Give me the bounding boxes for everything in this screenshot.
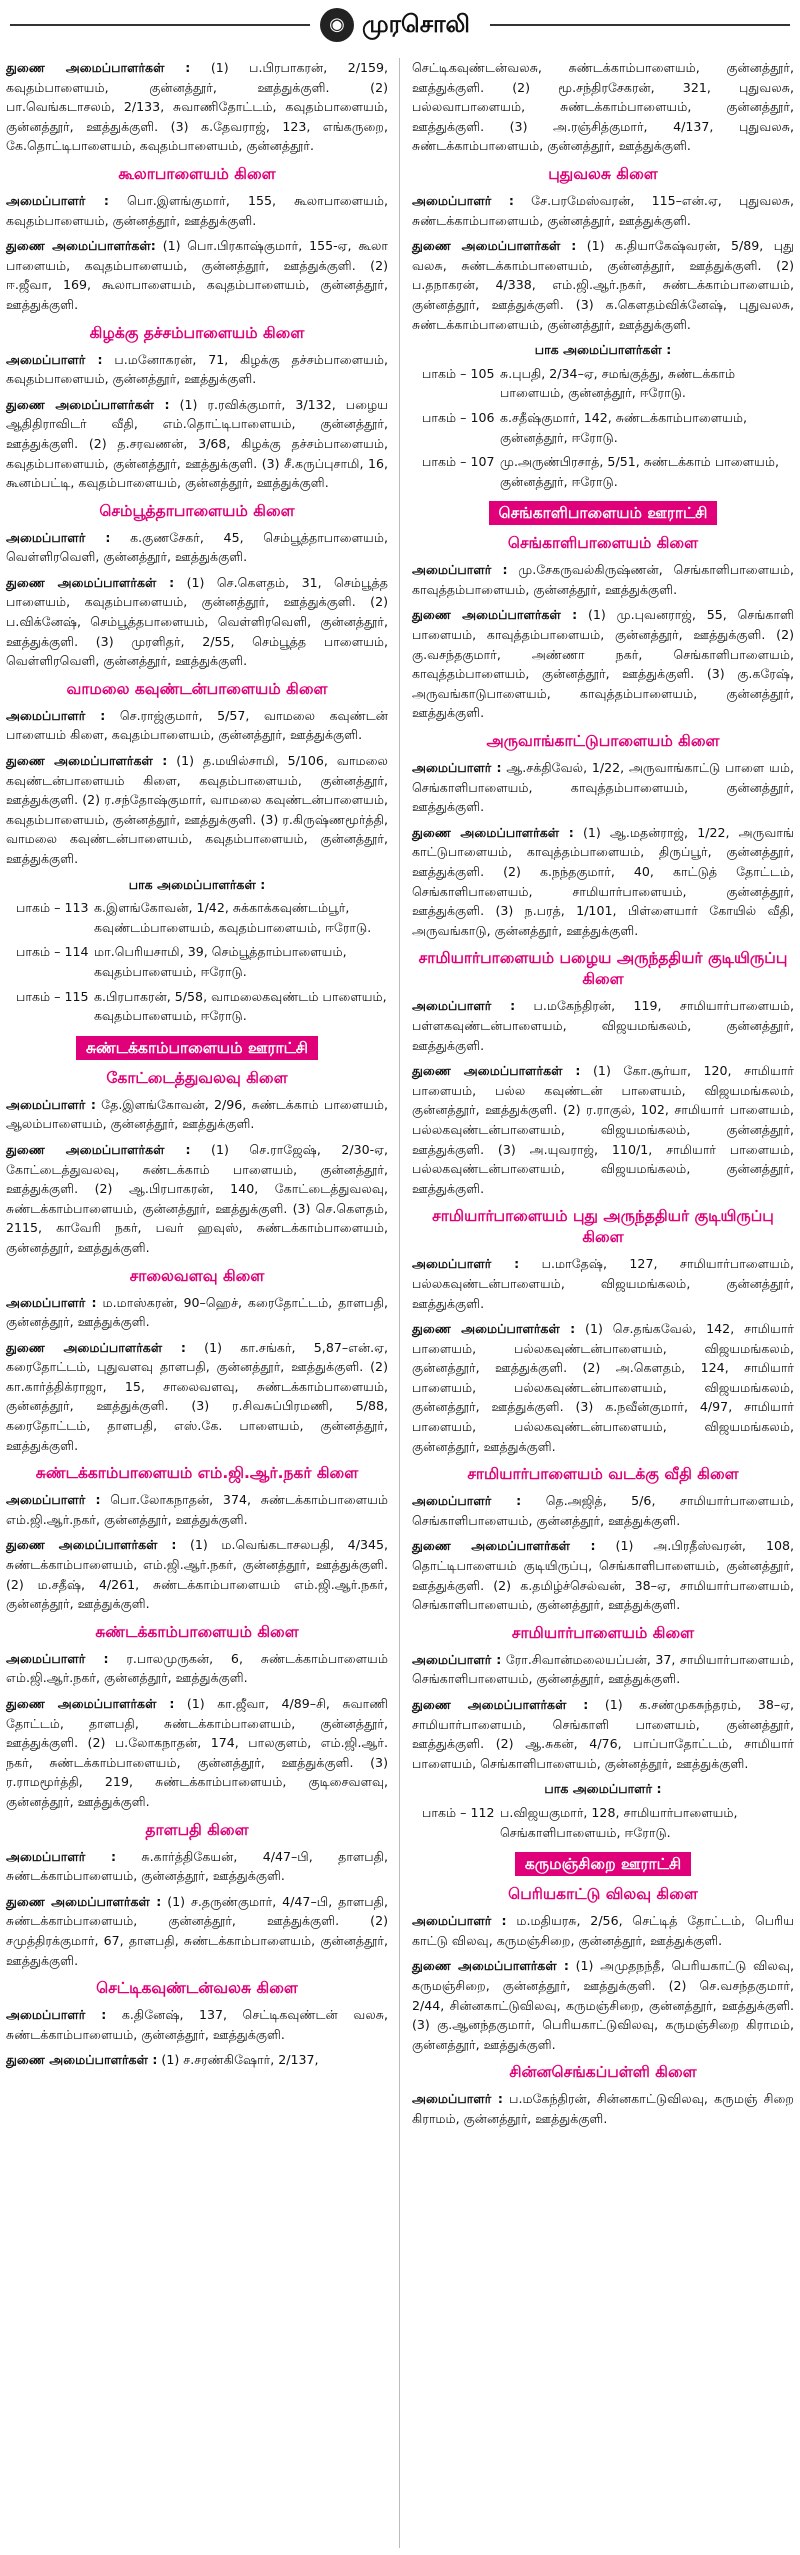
booth-number: பாகம் – 105 [422,365,495,381]
officer-entry [412,1536,794,1614]
officer-details: சு.கார்த்திகேயன், 4/47–பி, தாளபதி, சுண்டக்காம்பாளையம், குன்னத்தூர், ஊத்துக்குளி. [6,1848,388,1884]
branch-heading: சாலைவளவு கிளை [129,1266,265,1285]
officer-details: (1) பொ.பிரகாஷ்குமார், 155-ஏ, கூலா பாளையம், கவுதம்பாளையம், குன்னத்தூர், ஊத்துக்குளி. (2) ஈ.ஜீவா, 169, கூலாபாளையம், கவுதம்பாளையம், குன்னத்தூர், ஊத்துக்குளி. [6,238,388,312]
panchayat-title: கருமஞ்சிறை ஊராட்சி [515,1852,691,1876]
booth-officer: க.இளங்கோவன், 1/42, சுக்காக்கவுண்டம்பூர், கவுண்டம்பாளையம், கவுதம்பாளையம், ஈரோடு. [94,900,372,935]
branch-heading: செங்காளிபாளையம் கிளை [507,534,699,553]
officer-details: (1) ம.வெங்கடாசலபதி, 4/345, சுண்டக்காம்பாளையம், எம்.ஜி.ஆர்.நகர், குன்னத்தூர், ஊத்துக்குளி. (2) ம.சதீஷ், 4/261, சுண்டக்காம்பாளையம் எம்.ஜி.ஆர்.நகர், குன்னத்தூர், ஊத்துக்குளி. [6,1537,388,1612]
column-divider [399,58,400,2548]
role-label: துணை அமைப்பாளர்கள் : [412,238,577,254]
officer-details: பொ.இளங்குமார், 155, கூலாபாளையம், கவுதம்பாளையம், குன்னத்தூர், ஊத்துக்குளி. [6,192,388,228]
officer-entry [412,1319,794,1456]
role-label: அமைப்பாளர் : [412,1651,502,1667]
branch-heading: சுண்டக்காம்பாளையம் கிளை [95,1622,299,1641]
role-label: அமைப்பாளர் : [6,1096,96,1112]
officer-details: க.குணசேகர், 45, செம்பூத்தாபாளையம், வெள்ளிரவெளி, குன்னத்தூர், ஊத்துக்குளி. [6,529,388,565]
officer-details: (1) ஆ.மதன்ராஜ், 1/22, அருவாங் காட்டுபாளையம், காவுத்தம்பாளையம், திருப்பூர், குன்னத்தூர், ஊத்துக்குளி. (2) க.நந்தகுமார், 40, காட்டுத் தோட்டம், செங்காளிபாளையம், சாமியார்பாளையம், குன்னத்தூர், ஊத்துக்குளி. (3) ந.பரத், 1/101, பிள்ளையார் கோயில் வீதி, அருவங்காடு, குன்னத்தூர், ஊத்துக்குளி. [412,824,794,938]
role-label: அமைப்பாளர் : [6,1492,101,1508]
role-label: துணை அமைப்பாளர்கள் : [6,1696,175,1711]
booth-number: பாகம் – 107 [422,454,495,470]
masthead [0,0,800,50]
role-label: அமைப்பாளர் : [6,351,103,367]
officer-entry [6,1338,388,1456]
role-label: துணை அமைப்பாளர்கள் : [412,824,574,840]
booth-number: பாகம் – 113 [16,900,89,916]
role-label: துணை அமைப்பாளர்கள்: [6,238,156,254]
officer-details: ஆ.சக்திவேல், 1/22, அருவாங்காட்டு பாளை யம், செங்காளிபாளையம், காவுத்தம்பாளையம், குன்னத்தூர், ஊத்துக்குளி. [412,760,794,815]
branch-heading: செட்டிகவுண்டன்வலசு கிளை [96,1979,298,1998]
masthead-title: முரசொலி [362,10,470,38]
booth-row [412,452,794,491]
role-label: துணை அமைப்பாளர்கள் : [6,60,191,75]
role-label: துணை அமைப்பாளர்கள் : [6,574,175,590]
officer-details: (1) செ.கௌதம், 31, செம்பூத்த பாளையம், கவுதம்பாளையம், குன்னத்தூர், ஊத்துக்குளி. (2) ப.விக்னேஷ், செம்பூத்தபாளையம், வெள்ளிரவெளி, குன்னத்தூர், ஊத்துக்குளி. (3) முரளிதர், 2/55, செம்பூத்த பாளையம், வெள்ளிரவெளி, குன்னத்தூர், ஊத்துக்குளி. [6,574,388,669]
officer-details: (1) ப.பிரபாகரன், 2/159, கவுதம்பாளையம், குன்னத்தூர், ஊத்துக்குளி. (2) பா.வெங்கடாசலம், 2/133, சுவாணிதோட்டம், கவுதம்பாளையம், குன்னத்தூர், ஊத்துக்குளி. (3) க.தேவராஜ், 123, எங்கருறை, கே.தொட்டிபாளையம், கவுதம்பாளையம், குன்னத்தூர். [6,60,388,154]
officer-details: சே.பரமேஸ்வரன், 115–என்.ஏ, புதுவலசு, சுண்டக்காம்பாளையம், குன்னத்தூர், ஊத்துக்குளி. [412,192,794,228]
officer-entry [412,1695,794,1773]
officer-entry [6,1649,388,1688]
officer-entry [412,823,794,941]
officer-details: தெ.அஜித், 5/6, சாமியார்பாளையம், செங்காளிபாளையம், குன்னத்தூர், ஊத்துக்குளி. [412,1493,794,1528]
officer-details: ர.பாலமுருகன், 6, சுண்டக்காம்பாளையம் எம்.ஜி.ஆர்.நகர், குன்னத்தூர், ஊத்துக்குளி. [6,1650,388,1686]
role-label: அமைப்பாளர் : [6,707,106,723]
officer-entry [6,751,388,869]
officer-entry [412,758,794,817]
booth-number: பாகம் – 114 [16,944,89,960]
officer-entry [6,236,388,314]
officer-entry [412,996,794,1055]
branch-heading: சாமியார்பாளையம் வடக்கு வீதி கிளை [467,1465,739,1484]
booth-officer: சு.புபதி, 2/34–ஏ, சமங்குத்து, சுண்டக்காம் பாளையம், குன்னத்தூர், ஈரோடு. [500,365,736,401]
officer-entry [6,528,388,567]
officer-details: பொ.லோகநாதன், 374, சுண்டக்காம்பாளையம் எம்.ஜி.ஆர்.நகர், குன்னத்தூர், ஊத்துக்குளி. [6,1492,389,1527]
officer-details: (1) க.தியாகேஷ்வரன், 5/89, புது வலசு, சுண்டக்காம்பாளையம், குன்னத்தூர், ஊத்துக்குளி. (2) ப.தநாகரன், 4/338, எம்.ஜி.ஆர்.நகர், சுண்டக்காம்பாளையம், குன்னத்தூர், ஊத்துக்குளி. (3) க.கௌதம்விக்னேஷ், புதுவலசு, சுண்டக்காம்பாளையம், குன்னத்தூர், ஊத்துக்குளி. [412,238,794,332]
officer-entry [412,2089,794,2128]
booth-section-heading: பாக அமைப்பாளர்கள் : [534,342,672,358]
officer-entry [412,1956,794,2054]
booth-officer: மா.பெரியசாமி, 39, செம்பூத்தாம்பாளையம், கவுதம்பாளையம், ஈரோடு. [94,944,347,979]
branch-heading: சாமியார்பாளையம் பழைய அருந்ததியர் குடியிருப்பு கிளை [418,949,788,989]
officer-entry [412,58,794,156]
role-label: துணை அமைப்பாளர்கள் : [412,1958,569,1974]
role-label: அமைப்பாளர் : [412,1493,522,1509]
officer-details: ரோ.சிவான்மலையப்பன், 37, சாமியார்பாளையம், செங்காளிபாளையம், குன்னத்தூர், ஊத்துக்குளி. [412,1651,794,1687]
officer-details: (1) க.சண்முகசுந்தரம், 38–ஏ, சாமியார்பாளையம், செங்காளி பாளையம், குன்னத்தூர், ஊத்துக்குளி. (2) ஆ.சுகன், 4/76, பாப்பாதோட்டம், சாமியார் பாளையம், செங்காளிபாளையம், குன்னத்தூர், ஊத்துக்குளி. [412,1697,794,1771]
role-label: அமைப்பாளர் : [412,760,502,776]
officer-entry [6,1140,388,1258]
branch-heading: தாளபதி கிளை [145,1820,249,1839]
right-column [412,58,794,2135]
booth-number: பாகம் – 112 [422,1804,495,1820]
branch-heading: சாமியார்பாளையம் கிளை [511,1623,695,1642]
role-label: துணை அமைப்பாளர்கள் : [6,1537,177,1553]
role-label: துணை அமைப்பாளர்கள் : [6,1893,162,1909]
officer-details: (1) மு.புவனராஜ், 55, செங்காளி பாளையம், காவுத்தம்பாளையம், குன்னத்தூர், ஊத்துக்குளி. (2) கு.வசந்தகுமார், அண்ணா நகர், செங்காளிபாளையம், காவுத்தம்பாளையம், குன்னத்தூர், ஊத்துக்குளி. (3) கு.கரேஷ், அருவங்காடுபாளையம், காவுத்தம்பாளையம், குன்னத்தூர், ஊத்துக்குளி. [412,607,794,721]
panchayat-banner [412,501,794,525]
officer-details: க.தினேஷ், 137, செட்டிகவுண்டன் வலசு, சுண்டக்காம்பாளையம், குன்னத்தூர், ஊத்துக்குளி. [6,2007,388,2042]
officer-entry [6,191,388,230]
masthead-rule-left [10,24,310,26]
booth-row [412,1803,794,1842]
booth-section-heading: பாக அமைப்பாளர்கள் : [128,876,266,892]
officer-entry [6,1490,388,1529]
branch-heading: கூலாபாளையம் கிளை [118,164,276,183]
officer-details: செட்டிகவுண்டன்வலசு, சுண்டக்காம்பாளையம், குன்னத்தூர், ஊத்துக்குளி. (2) மூ.சந்திரசேகரன், 321, புதுவலசு, பல்லவாபாளையம், சுண்டக்காம்பாளையம், குன்னத்தூர், ஊத்துக்குளி. (3) அ.ரஞ்சித்குமார், 4/137, புதுவலசு, சுண்டக்காம்பாளையம், குன்னத்தூர், ஊத்துக்குளி. [412,60,794,154]
officer-details: ம.மாஸ்கரன், 90–ஹெச், கரைதோட்டம், தாளபதி, குன்னத்தூர், ஊத்துக்குளி. [6,1294,388,1330]
branch-heading: கோட்டைத்துவலவு கிளை [106,1068,288,1087]
booth-row [6,942,388,981]
masthead-rule-right [490,24,790,26]
booth-section-heading: பாக அமைப்பாளர் : [544,1781,662,1797]
officer-entry [6,1095,388,1134]
officer-entry [6,1535,388,1613]
role-label: அமைப்பாளர் : [412,562,508,578]
officer-entry [6,395,388,493]
role-label: அமைப்பாளர் : [412,1256,520,1272]
booth-officer: ப.விஜயகுமார், 128, சாமியார்பாளையம், செங்காளிபாளையம், ஈரோடு. [500,1804,738,1840]
role-label: துணை அமைப்பாளர்கள் : [6,1339,186,1355]
officer-entry [412,560,794,599]
officer-details: செ.ராஜ்குமார், 5/57, வாமலை கவுண்டன் பாளையம் கிளை, கவுதம்பாளையம், குன்னத்தூர், ஊத்துக்குளி. [6,707,388,743]
officer-details: (1) அமுதநந்தீ, பெரியகாட்டு விலவு, கருமஞ்சிறை, குன்னத்தூர், ஊத்துக்குளி. (2) செ.வசந்தகுமார், 2/44, சின்னகாட்டுவிலவு, கருமஞ்சிறை, குன்னத்தூர், ஊத்துக்குளி. (3) கு.ஆனந்தகுமார், பெரியகாட்டுவிலவு, கருமஞ்சிறை கிராமம், குன்னத்தூர், ஊத்துக்குளி. [412,1958,794,2052]
officer-entry [412,1254,794,1313]
officer-entry [6,1892,388,1970]
role-label: துணை அமைப்பாளர்கள் : [412,1321,576,1337]
left-column [6,58,388,2076]
officer-details: (1) கா.சங்கர், 5,87–என்.ஏ, கரைதோட்டம், புதுவளவு தாளபதி, குன்னத்தூர், ஊத்துக்குளி. (2) கா.கார்த்திக்ராஜா, 15, சாலைவளவு, சுண்டக்காம்பாளையம், குன்னத்தூர், ஊத்துக்குளி. (3) ர.சிவசுப்பிரமணி, 5/88, கரைதோட்டம், தாளபதி, எஸ்.கே. பாளையம், குன்னத்தூர், ஊத்துக்குளி. [6,1339,388,1453]
officer-entry [6,706,388,745]
officer-details: ப.மாதேஷ், 127, சாமியார்பாளையம், பல்லகவுண்டன்பாளையம், விஜயமங்கலம், குன்னத்தூர், ஊத்துக்குளி. [412,1256,794,1311]
panchayat-banner [412,1852,794,1876]
officer-details: ப.மகேந்திரன், 119, சாமியார்பாளையம், பள்ளகவுண்டன்பாளையம், விஜயமங்கலம், குன்னத்தூர், ஊத்துக்குளி. [412,998,794,1053]
officer-details: மு.சேகருவல்கிருஷ்ணன், செங்காளிபாளையம், காவுத்தம்பாளையம், குன்னத்தூர், ஊத்துக்குளி. [412,562,794,597]
booth-officer: க.சதீஷ்குமார், 142, சுண்டக்காம்பாளையம், குன்னத்தூர், ஈரோடு. [500,409,748,445]
role-label: அமைப்பாளர் : [412,2091,503,2107]
role-label: அமைப்பாளர் : [6,192,109,208]
officer-entry [6,1847,388,1886]
officer-details: தே.இளங்கோவன், 2/96, சுண்டக்காம் பாளையம், ஆலம்பாளையம், குன்னத்தூர், ஊத்துக்குளி. [6,1096,388,1132]
booth-officer: க.பிரபாகரன், 5/58, வாமலைகவுண்டம் பாளையம், கவுதம்பாளையம், ஈரோடு. [94,988,387,1024]
officer-entry [412,191,794,230]
role-label: அமைப்பாளர் : [6,1848,117,1864]
branch-heading: சாமியார்பாளையம் புது அருந்ததியர் குடியிருப்பு கிளை [432,1207,774,1247]
role-label: துணை அமைப்பாளர்கள் : [6,753,168,769]
officer-entry [6,2050,388,2070]
branch-heading: வாமலை கவுண்டன்பாளையம் கிளை [66,679,328,698]
officer-entry [412,1911,794,1950]
officer-details: (1) செ.தங்கவேல், 142, சாமியார் பாளையம், பல்லகவுண்டன்பாளையம், விஜயமங்கலம், குன்னத்தூர், ஊத்துக்குளி. (2) அ.கௌதம், 124, சாமியார் பாளையம், பல்லகவுண்டன்பாளையம், விஜயமங்கலம், குன்னத்தூர், ஊத்துக்குளி. (3) க.நவீன்குமார், 4/97, சாமியார் பாளையம், பல்லகவுண்டன்பாளையம், விஜயமங்கலம், குன்னத்தூர், ஊத்துக்குளி. [412,1321,794,1454]
officer-details: (1) செ.ராஜேஷ், 2/30-ஏ, கோட்டைத்துவலவு, சுண்டக்காம் பாளையம், குன்னத்தூர், ஊத்துக்குளி. (2) ஆ.பிரபாகரன், 140, கோட்டைத்துவலவு, சுண்டக்காம்பாளையம், குன்னத்தூர், ஊத்துக்குளி. (3) செ.கௌதம், 2115, காவேரி நகர், பவர் ஹவுஸ், சுண்டக்காம்பாளையம், குன்னத்தூர், ஊத்துக்குளி. [6,1141,388,1255]
role-label: அமைப்பாளர் : [412,192,514,208]
booth-number: பாகம் – 115 [16,988,89,1004]
officer-entry [412,1650,794,1689]
officer-entry [412,236,794,334]
officer-entry [412,605,794,723]
role-label: அமைப்பாளர் : [412,998,516,1014]
role-label: அமைப்பாளர் : [6,1294,97,1310]
officer-entry [6,2005,388,2044]
officer-entry [6,1694,388,1812]
booth-row [412,408,794,447]
branch-heading: அருவாங்காட்டுபாளையம் கிளை [486,732,720,751]
role-label: அமைப்பாளர் : [6,529,111,545]
officer-entry [412,1061,794,1198]
branch-heading: செம்பூத்தாபாளையம் கிளை [99,501,295,520]
booth-officer: மு.அருண்பிரசாத், 5/51, சுண்டக்காம் பாளையம், குன்னத்தூர், ஈரோடு. [500,454,779,489]
role-label: துணை அமைப்பாளர்கள் : [412,1697,589,1712]
role-label: துணை அமைப்பாளர்கள் : [412,1538,596,1554]
role-label: துணை அமைப்பாளர்கள் : [412,607,578,623]
booth-number: பாகம் – 106 [422,409,495,425]
officer-entry [412,1491,794,1530]
officer-details: (1) ர.ரவிக்குமார், 3/132, பழைய ஆதிதிராவிடர் வீதி, எம்.தொட்டிபாளையம், குன்னத்தூர், ஊத்துக்குளி. (2) த.சரவணன், 3/68, கிழக்கு தச்சம்பாளையம், கவுதம்பாளையம், குன்னத்தூர், ஊத்துக்குளி. (3) சீ.கருப்புசாமி, 16, கூனம்பட்டி, கவுதம்பாளையம், குன்னத்தூர், ஊத்துக்குளி. [6,396,388,491]
officer-details: (1) ச.சரண்கிஷோர், 2/137, [161,2052,319,2068]
officer-entry [6,350,388,389]
booth-row [412,364,794,403]
officer-details: (1) கா.ஜீவா, 4/89–சி, சுவாணி தோட்டம், தாளபதி, சுண்டக்காம்பாளையம், குன்னத்தூர், ஊத்துக்குளி. (2) ப.லோகநாதன், 174, பாலகுளம், எம்.ஜி.ஆர். நகர், சுண்டக்காம்பாளையம், குன்னத்தூர், ஊத்துக்குளி. (3) ர.ராமமூர்த்தி, 219, சுண்டக்காம்பாளையம், குடிசைவளவு, குன்னத்தூர், ஊத்துக்குளி. [6,1696,388,1809]
officer-details: (1) ச.தருண்குமார், 4/47–பி, தாளபதி, சுண்டக்காம்பாளையம், குன்னத்தூர், ஊத்துக்குளி. (2) சமுத்திரக்குமார், 67, தாளபதி, சுண்டக்காம்பாளையம், குன்னத்தூர், ஊத்துக்குளி. [6,1893,388,1968]
panchayat-title: செங்காளிபாளையம் ஊராட்சி [489,501,718,525]
officer-details: ப.மகேந்திரன், சின்னகாட்டுவிலவு, கருமஞ் சிறை கிராமம், குன்னத்தூர், ஊத்துக்குளி. [412,2091,795,2126]
role-label: அமைப்பாளர் : [6,2007,107,2023]
role-label: துணை அமைப்பாளர்கள் : [412,1063,581,1079]
branch-heading: சுண்டக்காம்பாளையம் எம்.ஜி.ஆர்.நகர் கிளை [35,1464,359,1483]
officer-details: ப.மனோகரன், 71, கிழக்கு தச்சம்பாளையம், கவுதம்பாளையம், குன்னத்தூர், ஊத்துக்குளி. [6,351,388,387]
role-label: துணை அமைப்பாளர்கள் : [6,396,170,412]
officer-details: ம.மதியரசு, 2/56, செட்டித் தோட்டம், பெரிய காட்டு விலவு, கருமஞ்சிறை, குன்னத்தூர், ஊத்துக்குளி. [412,1913,794,1948]
branch-heading: சின்னசெங்கப்பள்ளி கிளை [509,2063,697,2082]
officer-entry [6,573,388,671]
panchayat-title: சுண்டக்காம்பாளையம் ஊராட்சி [76,1036,318,1060]
branch-heading: பெரியகாட்டு விலவு கிளை [508,1885,698,1904]
panchayat-banner [6,1036,388,1060]
booth-row [6,898,388,937]
booth-row [6,987,388,1026]
role-label: அமைப்பாளர் : [6,1650,109,1666]
branch-heading: புதுவலசு கிளை [548,164,658,183]
officer-details: (1) அ.பிரதீஸ்வரன், 108, தொட்டிபாளையம் குடியிருப்பு, செங்காளிபாளையம், குன்னத்தூர், ஊத்துக்குளி. (2) க.தமிழ்ச்செல்வன், 38–ஏ, சாமியார்பாளையம், செங்காளிபாளையம், குன்னத்தூர், ஊத்துக்குளி. [412,1538,794,1613]
branch-heading: கிழக்கு தச்சம்பாளையம் கிளை [89,323,305,342]
paper-logo-icon: ◉ [320,8,354,42]
role-label: அமைப்பாளர் : [412,1913,507,1929]
officer-details: (1) கோ.சூர்யா, 120, சாமியார் பாளையம், பல்ல கவுண்டன் பாளையம், விஜயமங்கலம், குன்னத்தூர், ஊத்துக்குளி. (2) ர.ராகுல், 102, சாமியார் பாளையம், பல்லகவுண்டன்பாளையம், விஜயமங்கலம், குன்னத்தூர், ஊத்துக்குளி. (3) அ.யுவராஜ், 110/1, சாமியார் பாளையம், பல்லகவுண்டன்பாளையம், விஜயமங்கலம், குன்னத்தூர், ஊத்துக்குளி. [412,1063,794,1196]
role-label: துணை அமைப்பாளர்கள் : [6,1141,191,1157]
officer-entry [6,1293,388,1332]
officer-entry [6,58,388,156]
role-label: துணை அமைப்பாளர்கள் : [6,2052,158,2068]
officer-details: (1) த.மயில்சாமி, 5/106, வாமலை கவுண்டன்பாளையம் கிளை, கவுதம்பாளையம், குன்னத்தூர், ஊத்துக்குளி. (2) ர.சந்தோஷ்குமார், வாமலை கவுண்டன்பாளையம், கவுதம்பாளையம், குன்னத்தூர், ஊத்துக்குளி. (3) ர.கிருஷ்ணமூர்த்தி, வாமலை கவுண்டன்பாளையம், கவுதம்பாளையம், குன்னத்தூர், ஊத்துக்குளி. [6,753,388,866]
